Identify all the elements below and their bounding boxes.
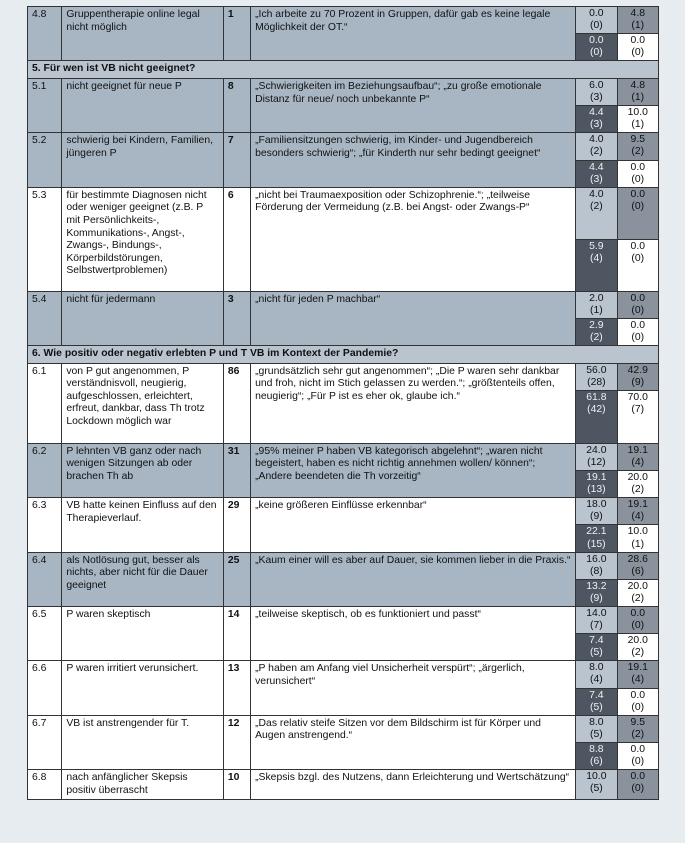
row-category: Gruppentherapie online legal nicht möglich	[62, 7, 224, 61]
value: 0.0	[630, 689, 645, 701]
row-quote: „teilweise skeptisch, ob es funktioniert und passt“	[251, 607, 576, 661]
value: 4.0	[589, 134, 604, 146]
value: 0.0	[589, 35, 604, 47]
value: 5.9	[589, 240, 604, 252]
row-id: 6.8	[28, 770, 62, 800]
row-count: 10	[223, 770, 250, 800]
section-title: 6. Wie positiv oder negativ erlebten P und T VB im Kontext der Pandemie?	[28, 346, 659, 364]
row-quote: „P haben am Anfang viel Unsicherheit verspürt“; „ärgerlich, verunsichert“	[251, 661, 576, 715]
value-cell-3	[576, 318, 617, 345]
section-header-6	[28, 346, 659, 364]
row-quote: „Das relativ steife Sitzen vor dem Bildschirm ist für Körper und Augen anstrengend.“	[251, 715, 576, 769]
value-cell-1	[576, 443, 617, 470]
value-cell-4	[617, 160, 658, 187]
results-table-container	[27, 6, 659, 800]
value-cell-2	[617, 133, 658, 160]
value-cell-1	[576, 498, 617, 525]
value-cell-2	[617, 715, 658, 742]
value-cell-2	[617, 552, 658, 579]
count: (5)	[590, 728, 603, 740]
value: 4.8	[630, 79, 645, 91]
value: 14.0	[586, 608, 607, 619]
row-id: 6.7	[28, 715, 62, 769]
value: 13.2	[586, 580, 607, 592]
table-row-6-2	[28, 443, 659, 470]
count: (2)	[590, 332, 603, 343]
row-category: P waren irritiert verunsichert.	[62, 661, 224, 715]
row-count: 1	[223, 7, 250, 61]
count: (0)	[631, 701, 645, 713]
value-cell-3	[576, 34, 617, 61]
count: (7)	[631, 403, 645, 415]
count: (1)	[590, 304, 603, 316]
row-id: 6.2	[28, 443, 62, 497]
row-count: 31	[223, 443, 250, 497]
count: (1)	[631, 538, 645, 550]
value: 10.0	[627, 107, 648, 119]
row-count: 6	[223, 187, 250, 291]
value: 7.4	[589, 689, 604, 701]
value-cell-3	[576, 688, 617, 715]
value-cell-4	[617, 106, 658, 133]
row-category: nicht geeignet für neue P	[62, 78, 224, 132]
value-cell-2	[617, 78, 658, 105]
row-category: für bestimmte Diagnosen nicht oder weniger geeignet (z.B. P mit Persönlichkeits-, Kommunikations-, Angst-, Zwangs-, Bindungs-, Körperbildstörungen, Selbstwertproblemen)	[62, 187, 224, 291]
row-quote: „nicht für jeden P machbar“	[251, 291, 576, 345]
value: 16.0	[586, 553, 607, 565]
table-row-5-1	[28, 78, 659, 105]
value: 10.0	[627, 526, 648, 538]
row-id: 5.3	[28, 187, 62, 291]
row-id: 5.4	[28, 291, 62, 345]
row-count: 25	[223, 552, 250, 606]
value: 8.8	[589, 743, 604, 755]
value: 0.0	[630, 743, 645, 755]
value: 0.0	[630, 188, 645, 200]
row-quote: „Kaum einer will es aber auf Dauer, sie kommen lieber in die Praxis.“	[251, 552, 576, 606]
value-cell-1	[576, 607, 617, 634]
value-cell-4	[617, 471, 658, 498]
row-id: 6.1	[28, 363, 62, 443]
row-count: 3	[223, 291, 250, 345]
row-count: 13	[223, 661, 250, 715]
value-cell-1	[576, 187, 617, 239]
row-count: 8	[223, 78, 250, 132]
value: 70.0	[627, 391, 648, 403]
value-cell-2	[617, 498, 658, 525]
count: (2)	[631, 647, 645, 659]
row-count: 86	[223, 363, 250, 443]
value: 0.0	[630, 319, 645, 331]
table-row-6-6	[28, 661, 659, 688]
value: 0.0	[630, 771, 645, 783]
section-title: 5. Für wen ist VB nicht geeignet?	[28, 61, 659, 79]
value-cell-2	[617, 363, 658, 390]
row-category: nicht für jedermann	[62, 291, 224, 345]
value: 0.0	[630, 161, 645, 173]
count: (3)	[590, 119, 603, 131]
value-cell-4	[617, 688, 658, 715]
value-cell-2	[617, 607, 658, 634]
row-category: VB ist anstrengender für T.	[62, 715, 224, 769]
value: 9.5	[630, 134, 645, 146]
count: (9)	[590, 511, 603, 523]
row-category: als Notlösung gut, besser als nichts, aber nicht für die Dauer geeignet	[62, 552, 224, 606]
value: 9.5	[630, 716, 645, 728]
value: 4.4	[589, 107, 604, 119]
value: 19.1	[627, 662, 648, 674]
value: 2.0	[589, 292, 604, 304]
value: 20.0	[627, 472, 648, 484]
value-cell-3	[576, 579, 617, 606]
count: (4)	[590, 252, 603, 264]
count: (0)	[631, 200, 645, 212]
value: 8.0	[589, 662, 604, 674]
count: (4)	[631, 511, 645, 523]
value-cell-1	[576, 552, 617, 579]
table-row-6-4	[28, 552, 659, 579]
row-id: 6.6	[28, 661, 62, 715]
value: 4.8	[630, 8, 645, 19]
value-cell-2	[617, 770, 658, 800]
table-row-6-5	[28, 607, 659, 634]
value: 0.0	[630, 240, 645, 252]
value-cell-1	[576, 770, 617, 800]
value-cell-3	[576, 742, 617, 769]
value: 0.0	[630, 292, 645, 304]
value-cell-4	[617, 34, 658, 61]
value: 19.1	[627, 444, 648, 456]
count: (5)	[590, 647, 603, 659]
results-table-body	[28, 7, 659, 800]
count: (1)	[631, 20, 645, 32]
count: (0)	[631, 304, 645, 316]
count: (6)	[590, 756, 603, 768]
value: 2.9	[589, 319, 604, 331]
value: 42.9	[627, 364, 648, 376]
count: (0)	[590, 20, 603, 32]
row-category: P lehnten VB ganz oder nach wenigen Sitzungen ab oder brachen Th ab	[62, 443, 224, 497]
value: 56.0	[586, 364, 607, 376]
count: (2)	[631, 146, 645, 158]
value-cell-4	[617, 318, 658, 345]
row-quote: „Familiensitzungen schwierig, im Kinder- und Jugendbereich besonders schwierig“; „für Kinderth nur sehr bedingt geeignet“	[251, 133, 576, 187]
row-count: 12	[223, 715, 250, 769]
count: (2)	[631, 728, 645, 740]
row-id: 6.4	[28, 552, 62, 606]
row-count: 29	[223, 498, 250, 552]
value-cell-2	[617, 661, 658, 688]
row-quote: „Ich arbeite zu 70 Prozent in Gruppen, dafür gab es keine legale Möglichkeit der OT.“	[251, 7, 576, 61]
count: (2)	[590, 146, 603, 158]
value: 20.0	[627, 635, 648, 647]
section-header-5	[28, 61, 659, 79]
value-cell-4	[617, 525, 658, 552]
value: 0.0	[630, 608, 645, 619]
value: 19.1	[627, 499, 648, 511]
value: 4.0	[589, 188, 604, 200]
value-cell-4	[617, 634, 658, 661]
value-cell-1	[576, 7, 617, 34]
count: (0)	[631, 332, 645, 343]
row-category: von P gut angenommen, P verständnisvoll, neugierig, aufgeschlossen, erleichtert, erfreut, dankbar, dass Th trotz Lockdown möglich war	[62, 363, 224, 443]
table-row-6-1	[28, 363, 659, 390]
value-cell-4	[617, 742, 658, 769]
row-category: VB hatte keinen Einfluss auf den Therapieverlauf.	[62, 498, 224, 552]
value-cell-4	[617, 390, 658, 443]
value-cell-1	[576, 133, 617, 160]
count: (28)	[587, 376, 606, 388]
value-cell-4	[617, 239, 658, 291]
count: (4)	[631, 456, 645, 468]
row-id: 5.2	[28, 133, 62, 187]
value: 22.1	[586, 526, 607, 538]
value-cell-2	[617, 291, 658, 318]
value-cell-3	[576, 525, 617, 552]
value: 18.0	[586, 499, 607, 511]
value-cell-1	[576, 78, 617, 105]
count: (4)	[631, 674, 645, 686]
value-cell-3	[576, 390, 617, 443]
row-quote: „Skepsis bzgl. des Nutzens, dann Erleichterung und Wertschätzung“	[251, 770, 576, 800]
row-id: 4.8	[28, 7, 62, 61]
value-cell-3	[576, 634, 617, 661]
count: (8)	[590, 565, 603, 577]
count: (0)	[631, 47, 645, 59]
count: (0)	[631, 783, 645, 795]
value: 0.0	[630, 35, 645, 47]
table-row-6-8	[28, 770, 659, 800]
value-cell-1	[576, 715, 617, 742]
value-cell-2	[617, 7, 658, 34]
count: (4)	[590, 674, 603, 686]
value: 0.0	[589, 8, 604, 19]
row-category: P waren skeptisch	[62, 607, 224, 661]
count: (0)	[631, 620, 645, 632]
row-quote: „grundsätzlich sehr gut angenommen“; „Die P waren sehr dankbar und froh, nicht im Stich gelassen zu werden.“; „größtenteils offen, neugierig“; „Für P ist es eher ok, glaube ich.“	[251, 363, 576, 443]
value-cell-2	[617, 187, 658, 239]
value: 20.0	[627, 580, 648, 592]
count: (3)	[590, 173, 603, 185]
table-row-6-7	[28, 715, 659, 742]
table-row-5-4	[28, 291, 659, 318]
count: (0)	[631, 756, 645, 768]
row-quote: „95% meiner P haben VB kategorisch abgelehnt“; „waren nicht begeistert, haben es nicht richtig annehmen wollen/ können“; „Andere beendeten die Th vorzeitig“	[251, 443, 576, 497]
count: (42)	[587, 403, 606, 415]
row-count: 7	[223, 133, 250, 187]
value: 8.0	[589, 716, 604, 728]
value-cell-2	[617, 443, 658, 470]
table-row-4-8	[28, 7, 659, 34]
table-row-5-2	[28, 133, 659, 160]
count: (15)	[587, 538, 606, 550]
count: (5)	[590, 783, 603, 795]
value: 24.0	[586, 444, 607, 456]
value-cell-3	[576, 471, 617, 498]
count: (2)	[631, 484, 645, 496]
count: (0)	[590, 47, 603, 59]
row-category: schwierig bei Kindern, Familien, jüngeren P	[62, 133, 224, 187]
count: (0)	[631, 173, 645, 185]
row-id: 6.3	[28, 498, 62, 552]
count: (2)	[631, 592, 645, 604]
value: 4.4	[589, 161, 604, 173]
value: 61.8	[586, 391, 607, 403]
results-table	[27, 6, 659, 800]
value-cell-4	[617, 579, 658, 606]
value-cell-1	[576, 363, 617, 390]
value-cell-3	[576, 160, 617, 187]
table-row-6-3	[28, 498, 659, 525]
count: (13)	[587, 484, 606, 496]
value: 10.0	[586, 771, 607, 783]
count: (3)	[590, 92, 603, 104]
row-quote: „Schwierigkeiten im Beziehungsaufbau“; „zu große emotionale Distanz für neue/ noch unbekannte P“	[251, 78, 576, 132]
count: (1)	[631, 119, 645, 131]
count: (1)	[631, 92, 645, 104]
count: (9)	[631, 376, 645, 388]
count: (0)	[631, 252, 645, 264]
count: (7)	[590, 620, 603, 632]
row-quote: „nicht bei Traumaexposition oder Schizophrenie.“; „teilweise Förderung der Vermeidung (z.B. bei Angst- oder Zwangs-P“	[251, 187, 576, 291]
table-row-5-3	[28, 187, 659, 239]
row-id: 6.5	[28, 607, 62, 661]
value: 28.6	[627, 553, 648, 565]
value: 19.1	[586, 472, 607, 484]
value-cell-1	[576, 661, 617, 688]
count: (2)	[590, 200, 603, 212]
value-cell-3	[576, 239, 617, 291]
count: (6)	[631, 565, 645, 577]
value-cell-3	[576, 106, 617, 133]
row-quote: „keine größeren Einflüsse erkennbar“	[251, 498, 576, 552]
row-count: 14	[223, 607, 250, 661]
count: (12)	[587, 456, 606, 468]
value: 7.4	[589, 635, 604, 647]
row-id: 5.1	[28, 78, 62, 132]
value: 6.0	[589, 79, 604, 91]
row-category: nach anfänglicher Skepsis positiv überrascht	[62, 770, 224, 800]
value-cell-1	[576, 291, 617, 318]
count: (9)	[590, 592, 603, 604]
count: (5)	[590, 701, 603, 713]
